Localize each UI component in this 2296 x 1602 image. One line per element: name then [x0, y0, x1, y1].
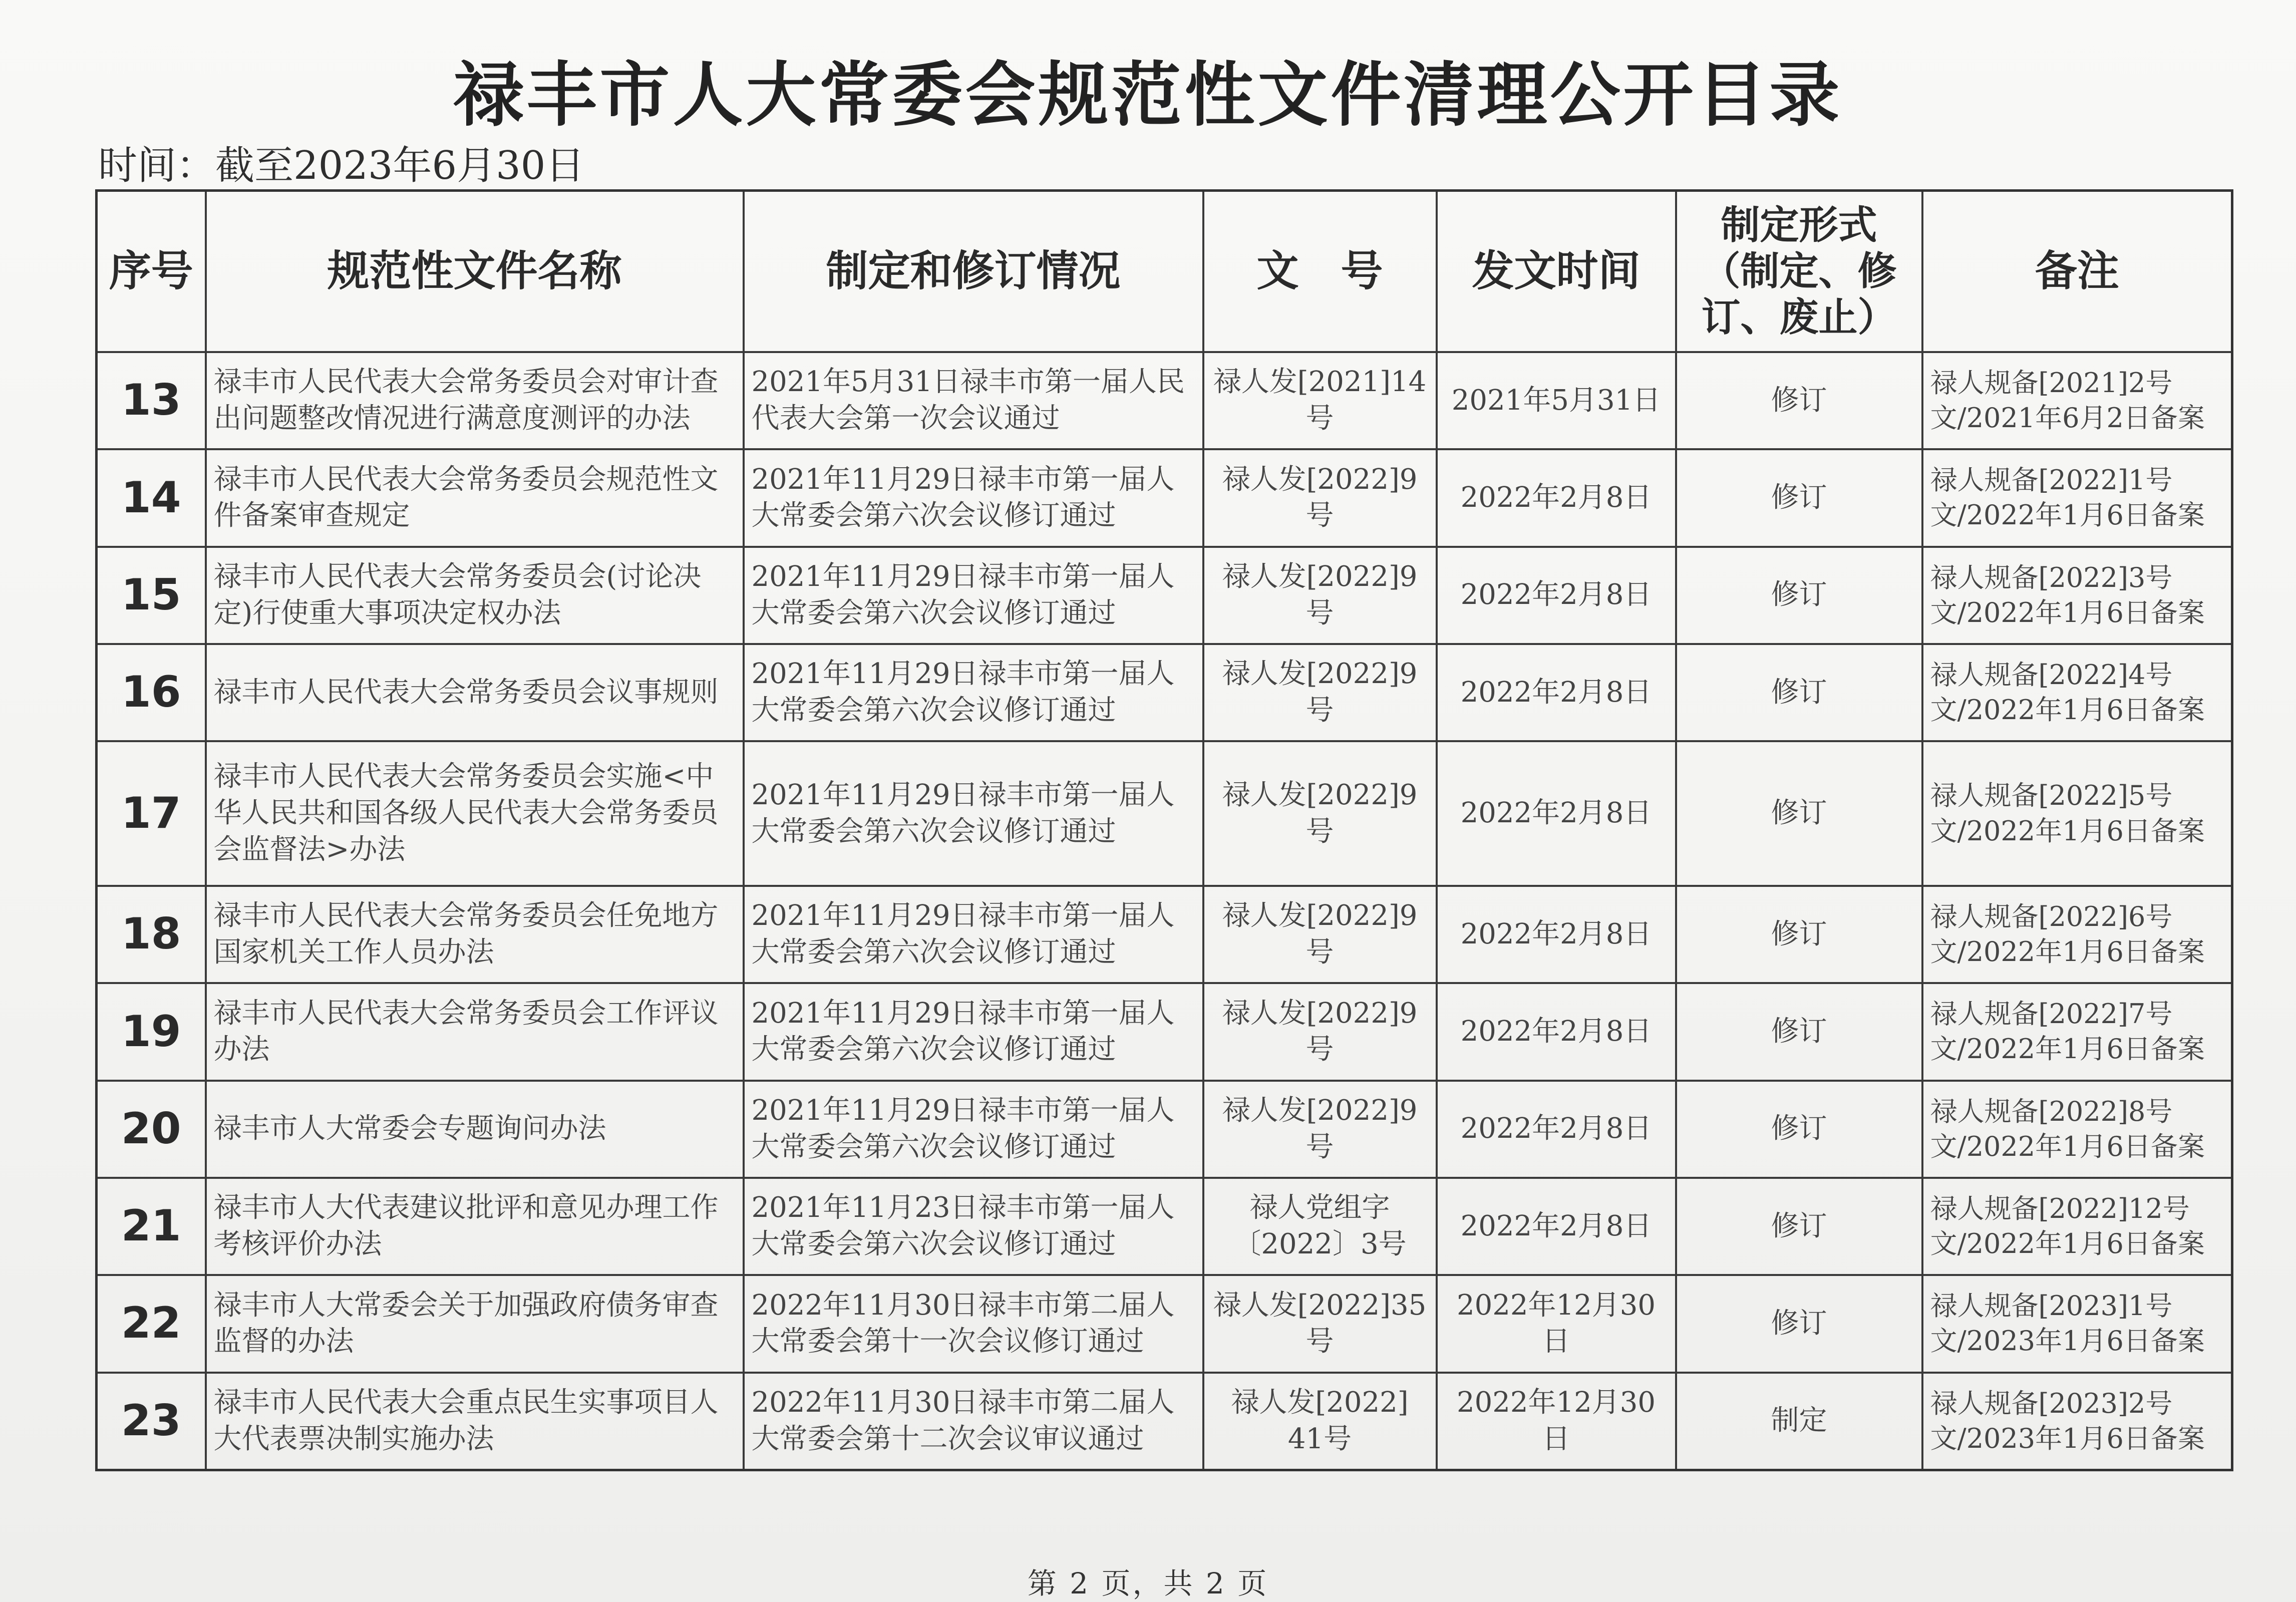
- row-document-name: 禄丰市人大常委会专题询问办法: [206, 1081, 744, 1178]
- row-form: 修订: [1676, 644, 1922, 741]
- row-seq: 13: [97, 352, 206, 449]
- row-revision: 2022年11月30日禄丰市第二届人大常委会第十二次会议审议通过: [744, 1373, 1203, 1470]
- row-revision: 2021年5月31日禄丰市第一届人民代表大会第一次会议通过: [744, 352, 1203, 449]
- row-seq: 17: [97, 741, 206, 886]
- row-seq: 16: [97, 644, 206, 741]
- row-note: 禄人规备[2022]3号文/2022年1月6日备案: [1922, 547, 2232, 644]
- row-note: 禄人规备[2022]5号文/2022年1月6日备案: [1922, 741, 2232, 886]
- header-revision: 制定和修订情况: [744, 191, 1203, 353]
- table-row: [97, 1275, 2232, 1372]
- row-document-name: 禄丰市人民代表大会常务委员会工作评议办法: [206, 983, 744, 1080]
- row-document-name: 禄丰市人民代表大会常务委员会对审计查出问题整改情况进行满意度测评的办法: [206, 352, 744, 449]
- row-form: 修订: [1676, 983, 1922, 1080]
- row-issue-date: 2022年2月8日: [1437, 547, 1676, 644]
- row-doc-number: 禄人党组字〔2022〕3号: [1203, 1178, 1437, 1275]
- row-seq: 18: [97, 886, 206, 983]
- row-doc-number: 禄人发[2022]9号: [1203, 547, 1437, 644]
- row-revision: 2022年11月30日禄丰市第二届人大常委会第十一次会议修订通过: [744, 1275, 1203, 1372]
- row-doc-number: 禄人发[2022]9号: [1203, 1081, 1437, 1178]
- row-note: 禄人规备[2021]2号文/2021年6月2日备案: [1922, 352, 2232, 449]
- row-note: 禄人规备[2022]1号文/2022年1月6日备案: [1922, 449, 2232, 546]
- row-revision: 2021年11月29日禄丰市第一届人大常委会第六次会议修订通过: [744, 741, 1203, 886]
- header-date: 发文时间: [1437, 191, 1676, 353]
- row-doc-number: 禄人发[2022]9号: [1203, 983, 1437, 1080]
- row-form: 修订: [1676, 1178, 1922, 1275]
- row-issue-date: 2022年2月8日: [1437, 741, 1676, 886]
- row-doc-number: 禄人发[2022]9号: [1203, 449, 1437, 546]
- row-revision: 2021年11月29日禄丰市第一届人大常委会第六次会议修订通过: [744, 644, 1203, 741]
- table-row: [97, 352, 2232, 449]
- row-doc-number: 禄人发[2022]9号: [1203, 644, 1437, 741]
- row-seq: 19: [97, 983, 206, 1080]
- row-revision: 2021年11月29日禄丰市第一届人大常委会第六次会议修订通过: [744, 886, 1203, 983]
- row-document-name: 禄丰市人民代表大会常务委员会任免地方国家机关工作人员办法: [206, 886, 744, 983]
- row-seq: 21: [97, 1178, 206, 1275]
- header-doc-no: 文 号: [1203, 191, 1437, 353]
- row-doc-number: 禄人发[2022]35号: [1203, 1275, 1437, 1372]
- row-seq: 15: [97, 547, 206, 644]
- table-row: [97, 886, 2232, 983]
- table-row: [97, 449, 2232, 546]
- row-document-name: 禄丰市人民代表大会常务委员会议事规则: [206, 644, 744, 741]
- table-row: [97, 1081, 2232, 1178]
- row-form: 修订: [1676, 1275, 1922, 1372]
- row-revision: 2021年11月29日禄丰市第一届人大常委会第六次会议修订通过: [744, 547, 1203, 644]
- row-note: 禄人规备[2022]6号文/2022年1月6日备案: [1922, 886, 2232, 983]
- row-note: 禄人规备[2022]4号文/2022年1月6日备案: [1922, 644, 2232, 741]
- row-issue-date: 2022年2月8日: [1437, 886, 1676, 983]
- row-issue-date: 2022年2月8日: [1437, 644, 1676, 741]
- row-document-name: 禄丰市人民代表大会常务委员会规范性文件备案审查规定: [206, 449, 744, 546]
- row-revision: 2021年11月29日禄丰市第一届人大常委会第六次会议修订通过: [744, 1081, 1203, 1178]
- document-title: 禄丰市人大常委会规范性文件清理公开目录: [453, 54, 1843, 136]
- row-doc-number: 禄人发[2021]14号: [1203, 352, 1437, 449]
- row-revision: 2021年11月29日禄丰市第一届人大常委会第六次会议修订通过: [744, 449, 1203, 546]
- row-revision: 2021年11月29日禄丰市第一届人大常委会第六次会议修订通过: [744, 983, 1203, 1080]
- row-form: 修订: [1676, 886, 1922, 983]
- row-note: 禄人规备[2022]8号文/2022年1月6日备案: [1922, 1081, 2232, 1178]
- table-row: [97, 1178, 2232, 1275]
- row-note: 禄人规备[2023]2号文/2023年1月6日备案: [1922, 1373, 2232, 1470]
- table-row: [97, 644, 2232, 741]
- row-document-name: 禄丰市人民代表大会常务委员会(讨论决定)行使重大事项决定权办法: [206, 547, 744, 644]
- row-form: 修订: [1676, 449, 1922, 546]
- row-form: 修订: [1676, 352, 1922, 449]
- row-note: 禄人规备[2022]12号文/2022年1月6日备案: [1922, 1178, 2232, 1275]
- row-note: 禄人规备[2022]7号文/2022年1月6日备案: [1922, 983, 2232, 1080]
- row-document-name: 禄丰市人民代表大会重点民生实事项目人大代表票决制实施办法: [206, 1373, 744, 1470]
- row-form: 制定: [1676, 1373, 1922, 1470]
- row-issue-date: 2022年2月8日: [1437, 1178, 1676, 1275]
- table-row: [97, 741, 2232, 886]
- row-issue-date: 2022年2月8日: [1437, 983, 1676, 1080]
- header-seq: 序号: [97, 191, 206, 353]
- row-doc-number: 禄人发[2022]9号: [1203, 741, 1437, 886]
- row-doc-number: 禄人发[2022] 41号: [1203, 1373, 1437, 1470]
- row-document-name: 禄丰市人民代表大会常务委员会实施<中华人民共和国各级人民代表大会常务委员会监督法>办法: [206, 741, 744, 886]
- catalog-table: [95, 189, 2233, 1471]
- table-body: [97, 352, 2232, 1470]
- time-label: 时间：截至2023年6月30日: [98, 143, 585, 188]
- header-note: 备注: [1922, 191, 2232, 353]
- row-seq: 22: [97, 1275, 206, 1372]
- row-issue-date: 2022年2月8日: [1437, 1081, 1676, 1178]
- row-doc-number: 禄人发[2022]9号: [1203, 886, 1437, 983]
- table-row: [97, 547, 2232, 644]
- header-name: 规范性文件名称: [206, 191, 744, 353]
- row-issue-date: 2022年12月30日: [1437, 1275, 1676, 1372]
- row-issue-date: 2022年2月8日: [1437, 449, 1676, 546]
- page-footer: 第 2 页，共 2 页: [1027, 1566, 1269, 1600]
- row-note: 禄人规备[2023]1号文/2023年1月6日备案: [1922, 1275, 2232, 1372]
- header-form: 制定形式（制定、修订、废止）: [1676, 191, 1922, 353]
- row-form: 修订: [1676, 547, 1922, 644]
- row-form: 修订: [1676, 1081, 1922, 1178]
- row-seq: 14: [97, 449, 206, 546]
- row-issue-date: 2022年12月30日: [1437, 1373, 1676, 1470]
- table-row: [97, 1373, 2232, 1470]
- row-document-name: 禄丰市人大代表建议批评和意见办理工作考核评价办法: [206, 1178, 744, 1275]
- table-header-row: [97, 191, 2232, 353]
- row-revision: 2021年11月23日禄丰市第一届人大常委会第六次会议修订通过: [744, 1178, 1203, 1275]
- row-seq: 20: [97, 1081, 206, 1178]
- row-document-name: 禄丰市人大常委会关于加强政府债务审查监督的办法: [206, 1275, 744, 1372]
- row-form: 修订: [1676, 741, 1922, 886]
- table-row: [97, 983, 2232, 1080]
- row-issue-date: 2021年5月31日: [1437, 352, 1676, 449]
- row-seq: 23: [97, 1373, 206, 1470]
